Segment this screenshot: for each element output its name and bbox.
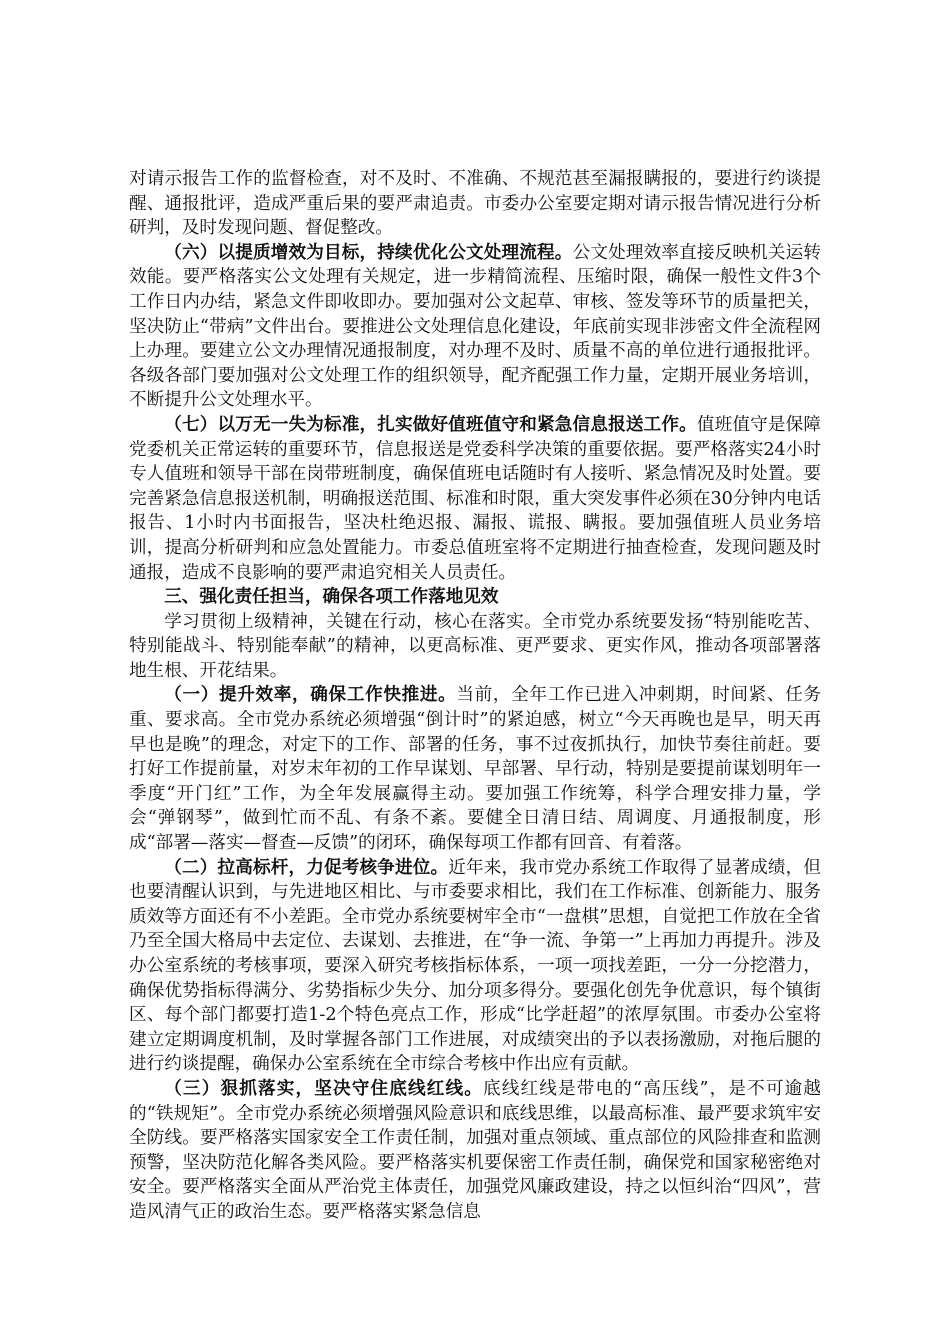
- paragraph-lead: （六）以提质增效为目标，持续优化公文处理流程。: [164, 241, 573, 263]
- section-heading-three: 三、强化责任担当，确保各项工作落地见效: [164, 586, 499, 608]
- paragraph-duty-and-emergency: [129, 413, 821, 585]
- paragraph-body: 公文处理效率直接反映机关运转效能。要严格落实公文处理有关规定，进一步精简流程、压缩时限，确保一般性文件3个工作日内办结，紧急文件即收即办。要加强对公文起草、审核、签发等环节的质量把关，坚决防止“带病”文件出台。要推进公文处理信息化建设，年底前实现非涉密文件全流程网上办理。要建立公文办理情况通报制度，对办理不及时、质量不高的单位进行通报批评。各级各部门要加强对公文处理工作的组织领导，配齐配强工作力量，定期开展业务培训，不断提升公文处理水平。: [129, 242, 821, 411]
- paragraph-document-processing: [129, 241, 821, 413]
- document-page: [129, 167, 821, 1225]
- paragraph-body: 当前，全年工作已进入冲刺期，时间紧、任务重、要求高。全市党办系统必须增强“倒计时”的紧迫感，树立“今天再晚也是早，明天再早也是晚”的理念，对定下的工作、部署的任务，事不过夜抓执行，加快节奏往前赶。要打好工作提前量，对岁末年初的工作早谋划、早部署、早行动，特别是要提前谋划明年一季度“开门红”工作，为全年发展赢得主动。要加强工作统筹，科学合理安排力量，学会“弹钢琴”，做到忙而不乱、有条不紊。要健全日清日结、周调度、月通报制度，形成“部署—落实—督查—反馈”的闭环，确保每项工作都有回音、有着落。: [129, 685, 821, 854]
- paragraph-body: 学习贯彻上级精神，关键在行动，核心在落实。全市党办系统要发扬“特别能吃苦、特别能战斗、特别能奉献”的精神，以更高标准、更严要求、更实作风，推动各项部署落地生根、开花结果。: [129, 611, 821, 681]
- paragraph-body: 近年来，我市党办系统工作取得了显著成绩，但也要清醒认识到，与先进地区相比、与市委要求相比，我们在工作标准、创新能力、服务质效等方面还有不小差距。全市党办系统要树牢全市“一盘棋”思想，自觉把工作放在全省乃至全国大格局中去定位、去谋划、去推进，在“争一流、争第一”上再加力再提升。涉及办公室系统的考核事项，要深入研究考核指标体系，一项一项找差距，一分一分挖潜力，确保优势指标得满分、劣势指标少失分、加分项多得分。要强化创先争优意识，每个镇街区、每个部门都要打造1-2个特色亮点工作，形成“比学赶超”的浓厚氛围。市委办公室将建立定期调度机制，及时掌握各部门工作进展，对成绩突出的予以表扬激励，对拖后腿的进行约谈提醒，确保办公室系统在全市综合考核中作出应有贡献。: [129, 857, 821, 1075]
- paragraph-lead: （二）拉高标杆，力促考核争进位。: [164, 856, 449, 878]
- paragraph-efficiency: [129, 683, 821, 855]
- paragraph-section-intro: [129, 610, 821, 684]
- paragraph-body: 值班值守是保障党委机关正常运转的重要环节，信息报送是党委科学决策的重要依据。要严格落实24小时专人值班和领导干部在岗带班制度，确保值班电话随时有人接听、紧急情况及时处置。要完善紧急信息报送机制，明确报送范围、标准和时限，重大突发事件必须在30分钟内电话报告、1小时内书面报告，坚决杜绝迟报、漏报、谎报、瞒报。要加强值班人员业务培训，提高分析研判和应急处置能力。市委总值班室将不定期进行抽查检查，发现问题及时通报，造成不良影响的要严肃追究相关人员责任。: [129, 414, 821, 583]
- paragraph-lead: （三）狠抓落实，坚决守住底线红线。: [164, 1077, 484, 1099]
- paragraph-bottom-line: [129, 1077, 821, 1225]
- paragraph-reporting-supervision: [129, 167, 821, 241]
- paragraph-body: 底线红线是带电的“高压线”，是不可逾越的“铁规矩”。全市党办系统必须增强风险意识和底线思维，以最高标准、最严要求筑牢安全防线。要严格落实国家安全工作责任制，加强对重点领域、重点部位的风险排查和监测预警，坚决防范化解各类风险。要严格落实机要保密工作责任制，确保党和国家秘密绝对安全。要严格落实全面从严治党主体责任，加强党风廉政建设，持之以恒纠治“四风”，营造风清气正的政治生态。要严格落实紧急信息: [129, 1078, 821, 1222]
- paragraph-body: 对请示报告工作的监督检查，对不及时、不准确、不规范甚至漏报瞒报的，要进行约谈提醒、通报批评，造成严重后果的要严肃追责。市委办公室要定期对请示报告情况进行分析研判，及时发现问题、督促整改。: [129, 169, 821, 239]
- paragraph-benchmark: [129, 856, 821, 1077]
- paragraph-lead: （一）提升效率，确保工作快推进。: [164, 684, 457, 706]
- paragraph-lead: （七）以万无一失为标准，扎实做好值班值守和紧急信息报送工作。: [164, 413, 697, 435]
